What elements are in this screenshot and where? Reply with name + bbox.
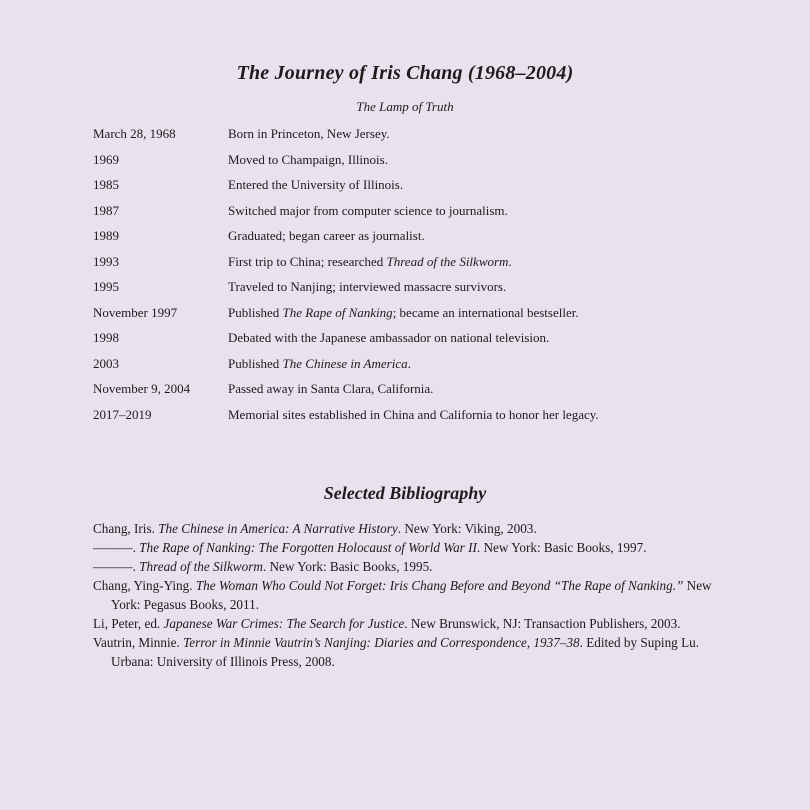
- text-run: Li, Peter, ed.: [93, 616, 164, 631]
- timeline-row: [93, 227, 773, 253]
- timeline: [93, 125, 773, 431]
- page-subtitle: The Lamp of Truth: [356, 99, 454, 114]
- timeline-row: [93, 176, 773, 202]
- title-italic: The Chinese in America: A Narrative History: [158, 521, 398, 536]
- timeline-row: [93, 253, 773, 279]
- timeline-event: [228, 253, 773, 279]
- timeline-date: 1998: [93, 330, 119, 345]
- text-run: ; became an international bestseller.: [392, 304, 579, 320]
- timeline-row: [93, 380, 773, 406]
- text-run: ———.: [93, 540, 140, 555]
- timeline-event: [228, 329, 773, 355]
- text-run: . New York: Basic Books, 1995.: [262, 559, 433, 574]
- text-run: Memorial sites established in China and California to honor her legacy.: [228, 406, 599, 422]
- text-run: Chang, Iris.: [93, 521, 159, 536]
- text-run: Moved to Champaign, Illinois.: [228, 151, 388, 167]
- title-italic: The Chinese in America: [282, 355, 408, 371]
- timeline-date: March 28, 1968: [93, 126, 176, 141]
- timeline-date: 1993: [93, 253, 119, 269]
- timeline-row: [93, 125, 773, 151]
- text-run: . Edited by Suping Lu. Urbana: University of Illinois Press, 2008.: [111, 635, 700, 669]
- text-run: .: [508, 253, 512, 269]
- timeline-date: 1989: [93, 228, 119, 243]
- timeline-date: November 9, 2004: [93, 381, 191, 396]
- text-run: Traveled to Nanjing; interviewed massacre survivors.: [228, 279, 507, 294]
- timeline-event: [228, 125, 773, 151]
- timeline-event: [228, 151, 773, 177]
- bibliography-title: Selected Bibliography: [323, 483, 487, 503]
- bibliography-list: [93, 519, 733, 671]
- text-run: Published: [228, 355, 283, 371]
- bibliography-entry: [93, 538, 733, 557]
- text-run: Vautrin, Minnie.: [93, 635, 184, 650]
- text-run: Passed away in Santa Clara, California.: [228, 381, 434, 396]
- title-italic: Japanese War Crimes: The Search for Justice: [163, 616, 405, 631]
- timeline-event: [228, 304, 773, 330]
- timeline-date: 1985: [93, 177, 119, 192]
- timeline-row: [93, 151, 773, 177]
- text-run: Graduated; began career as journalist.: [228, 228, 425, 243]
- text-run: . New Brunswick, NJ: Transaction Publishers, 2003.: [404, 616, 681, 631]
- text-run: Chang, Ying-Ying.: [93, 578, 196, 593]
- timeline-date: 2017–2019: [93, 406, 152, 422]
- page-title: The Journey of Iris Chang (1968–2004): [236, 62, 574, 84]
- title-italic: The Rape of Nanking: The Forgotten Holocaust of World War II: [139, 540, 477, 555]
- timeline-date: 1969: [93, 151, 119, 167]
- timeline-event: [228, 380, 773, 406]
- timeline-event: [228, 355, 773, 381]
- timeline-event: [228, 227, 773, 253]
- timeline-row: [93, 278, 773, 304]
- title-italic: The Woman Who Could Not Forget: Iris Chang Before and Beyond “The Rape of Nanking.”: [195, 578, 684, 593]
- text-run: . New York: Viking, 2003.: [397, 521, 537, 536]
- bibliography-entry: [93, 557, 733, 576]
- text-run: Debated with the Japanese ambassador on national television.: [228, 330, 550, 345]
- text-run: New York: Pegasus Books, 2011.: [111, 578, 712, 612]
- timeline-date: 1987: [93, 202, 119, 218]
- text-run: . New York: Basic Books, 1997.: [476, 540, 647, 555]
- timeline-event: [228, 202, 773, 228]
- text-run: Entered the University of Illinois.: [228, 177, 404, 192]
- text-run: Born in Princeton, New Jersey.: [228, 126, 390, 141]
- title-italic: Thread of the Silkworm: [386, 253, 509, 269]
- text-run: Switched major from computer science to journalism.: [228, 202, 508, 218]
- timeline-row: [93, 202, 773, 228]
- timeline-date: 2003: [93, 355, 119, 371]
- bibliography-entry: [93, 576, 733, 614]
- title-italic: The Rape of Nanking: [282, 304, 393, 320]
- title-italic: Thread of the Silkworm: [139, 559, 263, 574]
- timeline-row: [93, 406, 773, 432]
- timeline-event: [228, 406, 773, 432]
- timeline-event: [228, 176, 773, 202]
- text-run: Published: [228, 304, 283, 320]
- timeline-row: [93, 355, 773, 381]
- text-run: First trip to China; researched: [228, 253, 387, 269]
- text-run: .: [407, 355, 411, 371]
- title-italic: Terror in Minnie Vautrin’s Nanjing: Diaries and Correspondence, 1937–38: [183, 635, 580, 650]
- timeline-date: 1995: [93, 279, 119, 294]
- bibliography-entry: [93, 633, 733, 671]
- timeline-date: November 1997: [93, 304, 178, 320]
- timeline-event: [228, 278, 773, 304]
- bibliography-entry: [93, 519, 733, 538]
- timeline-row: [93, 329, 773, 355]
- timeline-row: [93, 304, 773, 330]
- bibliography-entry: [93, 614, 733, 633]
- text-run: ———.: [93, 559, 140, 574]
